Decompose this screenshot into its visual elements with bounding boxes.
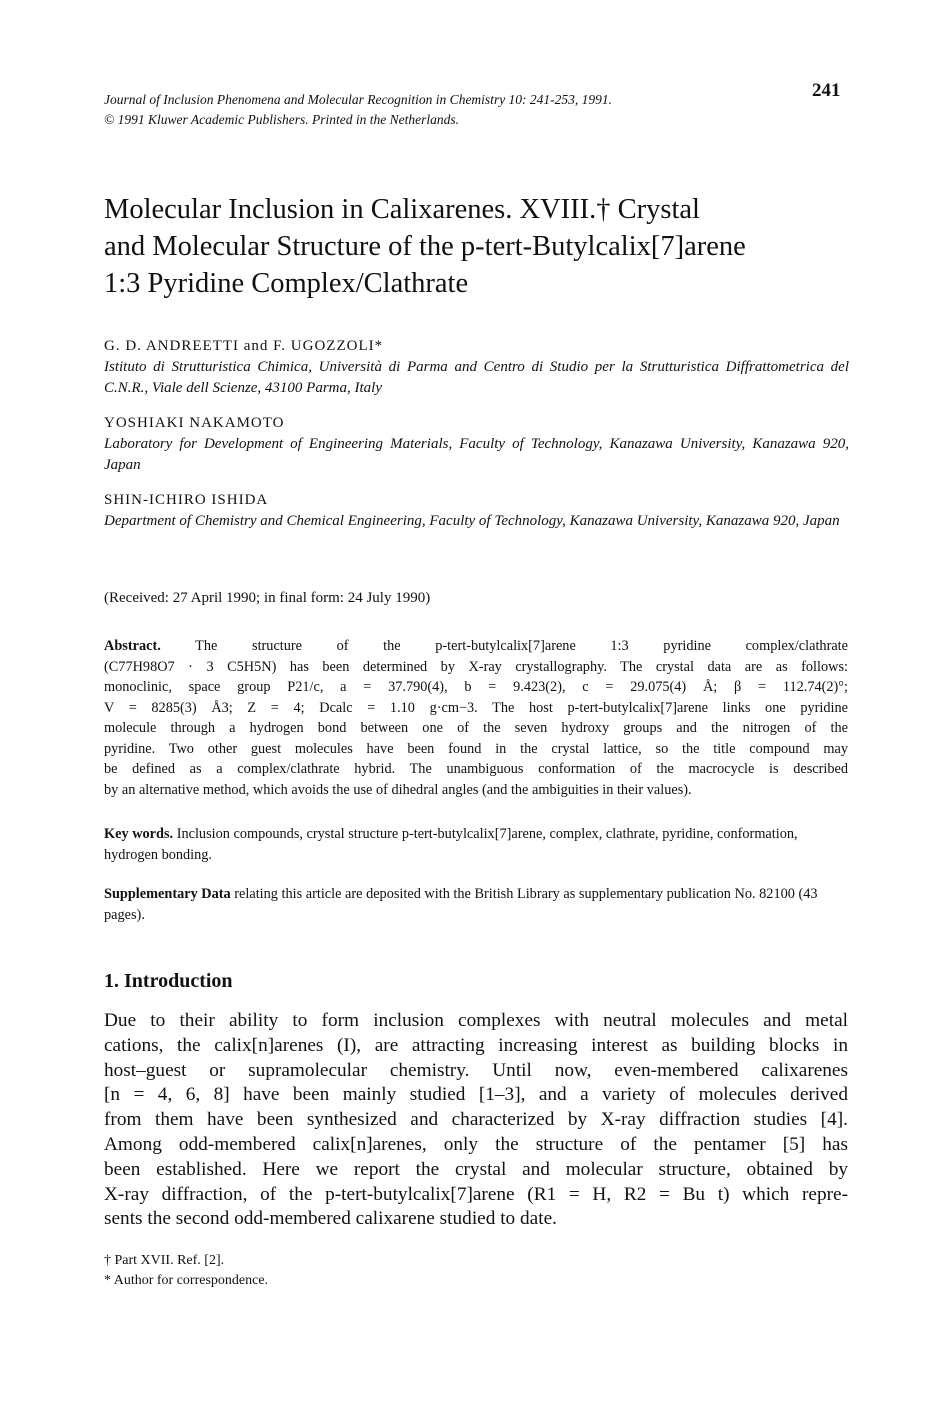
page-number: 241 <box>812 80 841 101</box>
intro-line: from them have been synthesized and characterized by X-ray diffraction studies [4]. <box>104 1109 848 1131</box>
author-block <box>104 490 849 532</box>
author-affiliation: Laboratory for Development of Engineering Materials, Faculty of Technology, Kanazawa University, Kanazawa 920, Japan <box>104 436 849 473</box>
abstract-line: V = 8285(3) Å3; Z = 4; Dcalc = 1.10 g·cm−3. The host p-tert-butylcalix[7]arene links one pyridine <box>104 699 848 716</box>
footnote: * Author for correspondence. <box>104 1273 269 1288</box>
footnotes <box>104 1251 268 1291</box>
author-affiliation: Istituto di Strutturistica Chimica, Università di Parma and Centro di Studio per la Strutturistica Diffrattometrica del C.N.R., Viale dell Scienze, 43100 Parma, Italy <box>104 359 849 396</box>
abstract-line: by an alternative method, which avoids the use of dihedral angles (and the ambiguities in their values). <box>104 781 692 798</box>
abstract-label: Abstract. <box>104 638 161 654</box>
author-list <box>104 336 849 546</box>
intro-line: [n = 4, 6, 8] have been mainly studied [1–3], and a variety of molecules derived <box>104 1084 848 1106</box>
journal-header <box>104 90 844 130</box>
abstract-line: be defined as a complex/clathrate hybrid. The unambiguous conformation of the macrocycle is described <box>104 761 848 777</box>
supplementary-data <box>104 884 848 925</box>
keywords-label: Key words. <box>104 826 174 842</box>
supplementary-label: Supplementary Data <box>104 886 231 902</box>
author-affiliation: Department of Chemistry and Chemical Engineering, Faculty of Technology, Kanazawa University, Kanazawa 920, Japan <box>104 513 840 529</box>
abstract <box>104 636 848 800</box>
abstract-line: pyridine. Two other guest molecules have been found in the crystal lattice, so the title compound may <box>104 740 848 757</box>
intro-line: Among odd-membered calix[n]arenes, only the structure of the pentamer [5] has <box>104 1133 848 1155</box>
intro-line: cations, the calix[n]arenes (I), are attracting increasing interest as building blocks in <box>104 1034 848 1056</box>
journal-citation: Journal of Inclusion Phenomena and Molecular Recognition in Chemistry 10: 241-253, 1991. <box>104 92 613 107</box>
title-line-3: 1:3 Pyridine Complex/Clathrate <box>104 268 469 299</box>
title-line-2: and Molecular Structure of the p-tert-Butylcalix[7]arene <box>104 231 746 262</box>
supplementary-text: relating this article are deposited with the British Library as supplementary publication No. 82100 (43 pages). <box>104 886 818 923</box>
keywords-text: Inclusion compounds, crystal structure p-tert-butylcalix[7]arene, complex, clathrate, pyridine, conformation, hydrogen bonding. <box>104 826 798 863</box>
author-name: YOSHIAKI NAKAMOTO <box>104 415 285 431</box>
section-heading: 1. Introduction <box>104 970 233 992</box>
abstract-line-text: The structure of the p-tert-butylcalix[7]arene 1:3 pyridine complex/clathrate <box>195 638 848 654</box>
abstract-line <box>104 636 848 657</box>
author-block <box>104 336 849 399</box>
author-block <box>104 413 849 476</box>
intro-line: sents the second odd-membered calixarene studied to date. <box>104 1208 557 1230</box>
abstract-line: (C77H98O7 · 3 C5H5N) has been determined by X-ray crystallography. The crystal data are as follows: <box>104 658 848 675</box>
introduction-body <box>104 1009 848 1232</box>
intro-line: Due to their ability to form inclusion complexes with neutral molecules and metal <box>104 1010 848 1031</box>
abstract-line: monoclinic, space group P21/c, a = 37.790(4), b = 9.423(2), c = 29.075(4) Å; β = 112.74(2)°; <box>104 679 848 695</box>
paper-title <box>104 191 864 302</box>
intro-line: host–guest or supramolecular chemistry. Until now, even-membered calixarenes <box>104 1059 848 1081</box>
intro-line: been established. Here we report the crystal and molecular structure, obtained by <box>104 1158 848 1180</box>
author-name: G. D. ANDREETTI and F. UGOZZOLI* <box>104 338 384 354</box>
copyright-line: © 1991 Kluwer Academic Publishers. Printed in the Netherlands. <box>104 112 459 127</box>
intro-line: X-ray diffraction, of the p-tert-butylcalix[7]arene (R1 = H, R2 = Bu t) which repre- <box>104 1183 848 1205</box>
title-line-1: Molecular Inclusion in Calixarenes. XVIII.† Crystal <box>104 194 700 225</box>
abstract-line: molecule through a hydrogen bond between one of the seven hydroxy groups and the nitrogen of the <box>104 720 848 736</box>
keywords <box>104 824 848 865</box>
author-name: SHIN-ICHIRO ISHIDA <box>104 492 269 508</box>
footnote: † Part XVII. Ref. [2]. <box>104 1253 225 1268</box>
received-dates: (Received: 27 April 1990; in final form: 24 July 1990) <box>104 590 431 606</box>
